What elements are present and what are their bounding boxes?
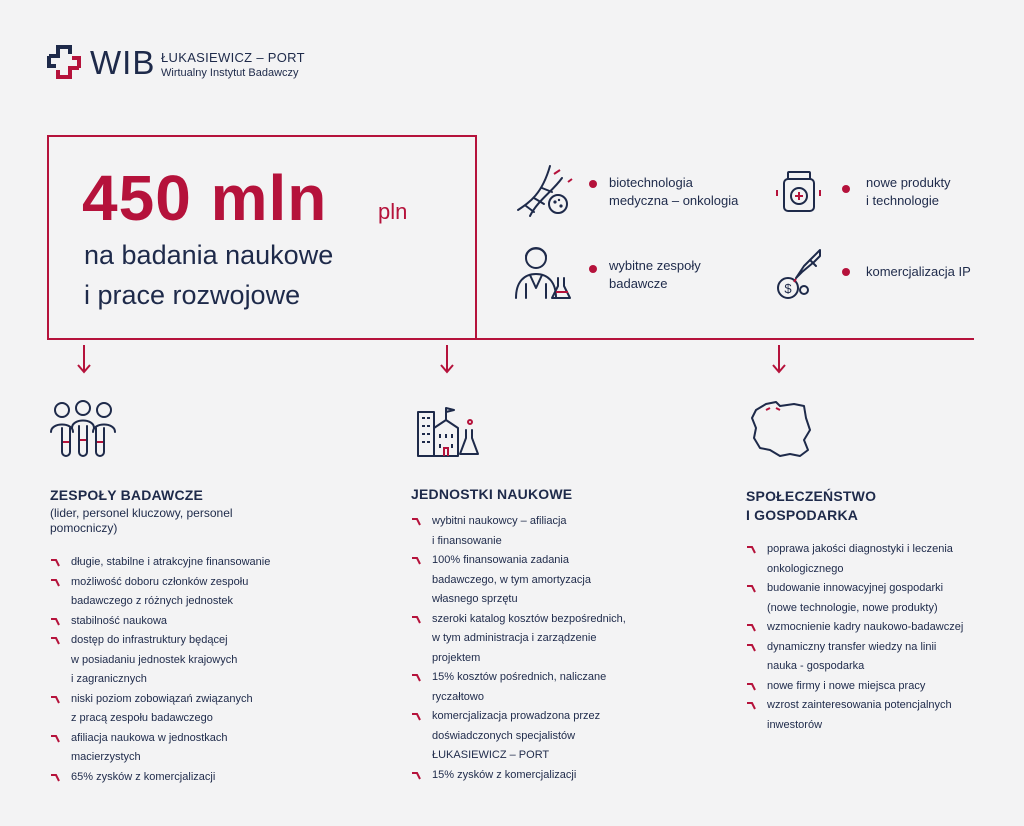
list-item: możliwość doboru członków zespołu badawczego z różnych jednostek <box>50 573 370 612</box>
list-item: dostęp do infrastruktury będącej w posiadaniu jednostek krajowych i zagranicznych <box>50 631 370 690</box>
benefit-list <box>746 540 1016 735</box>
list-item: afiliacja naukowa w jednostkach macierzystych <box>50 729 370 768</box>
divider-line <box>47 338 974 340</box>
feature-text: biotechnologia medyczna – onkologia <box>609 175 739 208</box>
list-item: 65% zysków z komercjalizacji <box>50 768 370 788</box>
column-title: JEDNOSTKI NAUKOWE <box>411 486 573 502</box>
headline-amount: 450 mln <box>82 162 328 234</box>
down-arrow-icon <box>772 345 786 375</box>
feature-text: nowe produkty i technologie <box>866 175 951 208</box>
scientist-icon <box>512 242 574 302</box>
list-item: stabilność naukowa <box>50 612 370 632</box>
column-title: ZESPOŁY BADAWCZE <box>50 487 204 503</box>
list-item: komercjalizacja prowadzona przez doświadczonych specjalistów ŁUKASIEWICZ – PORT <box>411 707 731 766</box>
institution-lab-icon <box>414 404 482 458</box>
benefit-list <box>411 512 731 785</box>
list-item: 15% zysków z komercjalizacji <box>411 766 731 786</box>
list-item: 15% kosztów pośrednich, naliczane ryczałtowo <box>411 668 731 707</box>
poland-map-icon <box>746 396 814 464</box>
benefit-list <box>50 553 370 787</box>
list-item: 100% finansowania zadania badawczego, w tym amortyzacja własnego sprzętu <box>411 551 731 610</box>
list-item: wybitni naukowcy – afiliacja i finansowanie <box>411 512 731 551</box>
feature-text: komercjalizacja IP <box>866 264 971 279</box>
column-research-teams <box>50 486 370 787</box>
list-item: długie, stabilne i atrakcyjne finansowanie <box>50 553 370 573</box>
dna-cells-icon <box>512 160 574 224</box>
feature-bullet <box>589 265 597 273</box>
headline-line-1: na badania naukowe <box>84 240 334 270</box>
list-item: wzrost zainteresowania potencjalnych inwestorów <box>746 696 1016 735</box>
list-item: niski poziom zobowiązań związanych z pracą zespołu badawczego <box>50 690 370 729</box>
wib-logo-icon <box>46 44 82 80</box>
list-item: nowe firmy i nowe miejsca pracy <box>746 677 1016 697</box>
column-subtitle: (lider, personel kluczowy, personel pomocniczy) <box>50 506 233 535</box>
headline-currency: pln <box>378 199 408 224</box>
svg-text:$: $ <box>784 281 792 296</box>
feature-bullet <box>842 268 850 276</box>
column-title: SPOŁECZEŃSTWO I GOSPODARKA <box>746 488 877 523</box>
list-item: szeroki katalog kosztów bezpośrednich, w tym administracja i zarządzenie projektem <box>411 610 731 669</box>
list-item: wzmocnienie kadry naukowo-badawczej <box>746 618 1016 638</box>
down-arrow-icon <box>440 345 454 375</box>
feature-text: wybitne zespoły badawcze <box>609 258 701 291</box>
headline-line-2: i prace rozwojowe <box>84 280 301 310</box>
column-research-units <box>411 485 731 785</box>
logo-wordmark: WIB <box>90 44 156 81</box>
pipette-coins-icon <box>774 244 826 302</box>
feature-bullet <box>842 185 850 193</box>
list-item: budowanie innowacyjnej gospodarki (nowe technologie, nowe produkty) <box>746 579 1016 618</box>
column-society-economy <box>746 487 1016 735</box>
list-item: poprawa jakości diagnostyki i leczenia onkologicznego <box>746 540 1016 579</box>
medicine-jar-icon <box>774 168 824 216</box>
list-item: dynamiczny transfer wiedzy na linii nauka - gospodarka <box>746 638 1016 677</box>
logo-line-1: ŁUKASIEWICZ – PORT <box>161 50 305 65</box>
research-team-icon <box>48 398 118 460</box>
logo-line-2: Wirtualny Instytut Badawczy <box>161 67 299 79</box>
down-arrow-icon <box>77 345 91 375</box>
feature-bullet <box>589 180 597 188</box>
